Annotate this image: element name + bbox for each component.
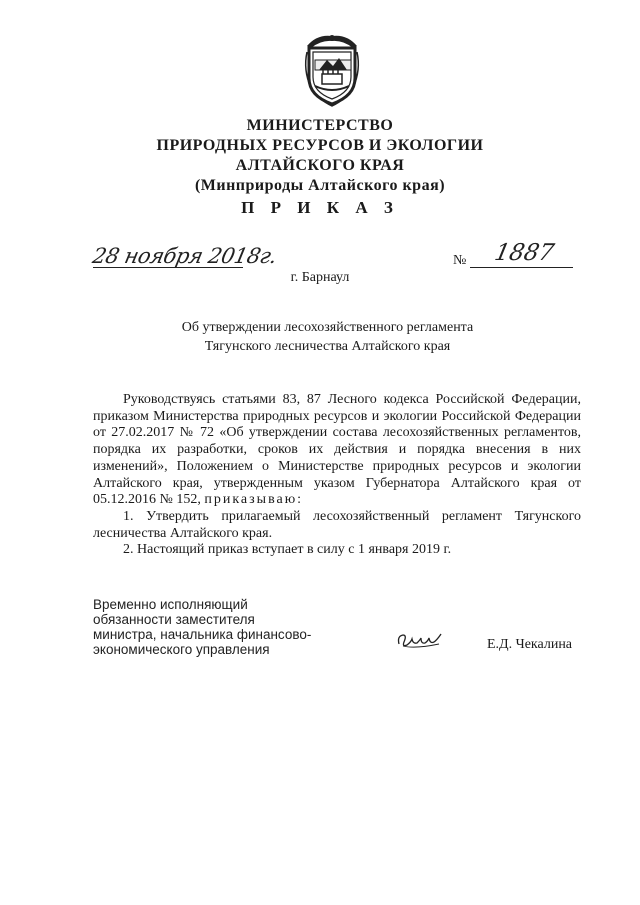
handwritten-signature [395,630,443,652]
coat-of-arms-emblem [297,30,367,110]
order-body [93,392,581,559]
handwritten-date: 28 ноября 2018г. [90,244,279,268]
item-1: 1. Утвердить прилагаемый лесохозяйственный регламент Тягунского лесничества Алтайского края. [93,508,581,541]
position-line-3: министра, начальника финансово- [93,627,312,642]
command-word: приказываю: [204,492,304,508]
number-label: № [453,253,467,268]
number-underline [470,267,573,268]
position-line-1: Временно исполняющий [93,597,248,612]
signatory-position [93,597,311,657]
header-line-2: ПРИРОДНЫХ РЕСУРСОВ И ЭКОЛОГИИ [156,137,484,154]
date-underline [93,267,243,268]
position-line-4: экономического управления [93,642,270,657]
preamble-text: Руководствуясь статьями 83, 87 Лесного кодекса Российской Федерации, приказом Министерства природных ресурсов и экологии Российской Федерации от 27.02.2017 № 72 «Об утверждении состава лесохозяйственных регламентов, порядка их разработки, сроков их действия и порядка внесения в них изменений», Положением о Министерстве природных ресурсов и экологии Алтайского края, утвержденным указом Губернатора Алтайского края от 05.12.2016 № 152, [93,392,581,508]
header-line-3: АЛТАЙСКОГО КРАЯ [235,157,405,174]
item-2: 2. Настоящий приказ вступает в силу с 1 января 2019 г. [123,542,452,558]
header-line-4: (Минприроды Алтайского края) [194,177,446,194]
order-subject [0,318,640,356]
header-line-1: МИНИСТЕРСТВО [246,117,394,134]
subject-line-1: Об утверждении лесохозяйственного регламента [181,320,474,335]
subject-line-2: Тягунского лесничества Алтайского края [204,339,451,354]
preamble-paragraph [93,392,581,509]
document-type-title: П Р И К А З [241,198,399,217]
signer-name: Е.Д. Чекалина [487,637,573,652]
handwritten-number: 1887 [492,240,557,266]
city: г. Барнаул [290,270,350,285]
position-line-2: обязанности заместителя [93,612,255,627]
ministry-header [0,116,640,196]
